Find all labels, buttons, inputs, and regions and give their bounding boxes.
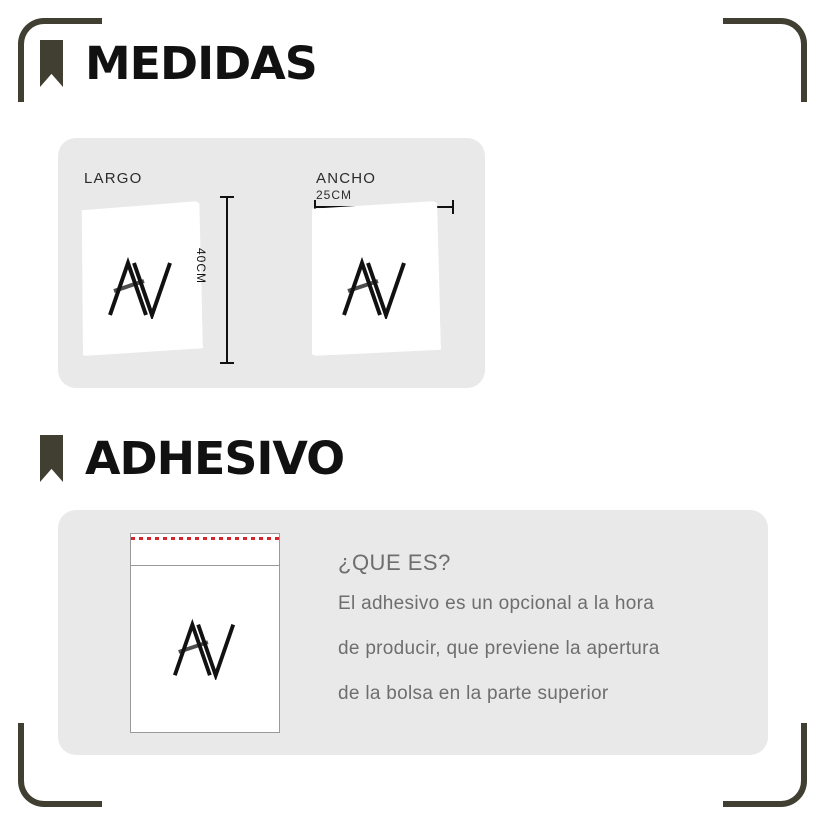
dimension-value-largo: 40CM — [194, 248, 208, 285]
bag-flap — [131, 534, 279, 566]
largo-label: LARGO — [84, 170, 143, 187]
av-monogram-logo — [169, 618, 241, 680]
adhesive-description-line-3: de la bolsa en la parte superior — [338, 683, 609, 704]
adhesive-description-block — [338, 550, 748, 729]
bag-illustration-largo — [78, 201, 203, 356]
av-monogram-logo — [338, 257, 412, 319]
bookmark-flag-icon — [40, 435, 63, 482]
content-area — [40, 37, 785, 785]
adhesive-question-heading: ¿QUE ES? — [338, 550, 451, 575]
adhesivo-panel — [58, 510, 768, 755]
section-title-adhesivo: ADHESIVO — [85, 432, 345, 485]
section-header-medidas — [40, 37, 785, 90]
adhesive-strip-icon — [131, 537, 279, 540]
dimension-value-ancho: 25CM — [316, 188, 353, 202]
medidas-panel — [58, 138, 485, 388]
adhesive-description-line-1: El adhesivo es un opcional a la hora — [338, 593, 655, 614]
bookmark-flag-icon — [40, 40, 63, 87]
adhesive-bag-illustration — [130, 533, 280, 733]
av-monogram-logo — [104, 257, 178, 319]
section-title-medidas: MEDIDAS — [85, 37, 317, 90]
bag-illustration-ancho — [308, 201, 441, 356]
dimension-line-vertical — [226, 196, 228, 364]
ancho-label: ANCHO — [316, 170, 377, 187]
section-header-adhesivo — [40, 432, 345, 485]
adhesive-description-line-2: de producir, que previene la apertura — [338, 638, 660, 659]
